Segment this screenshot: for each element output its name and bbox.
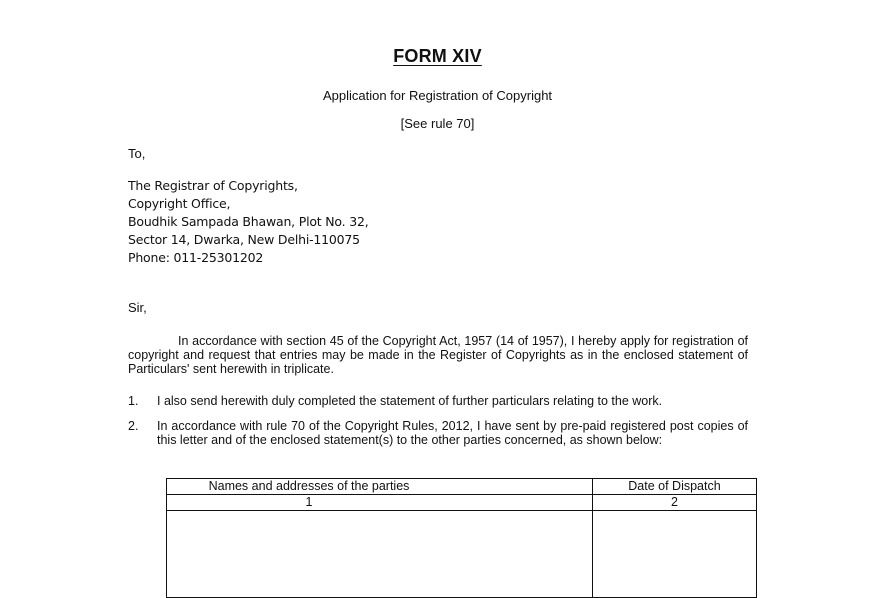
table-row-divider: [167, 510, 756, 511]
address-line: The Registrar of Copyrights,: [128, 178, 298, 193]
form-subtitle: Application for Registration of Copyright: [322, 88, 553, 103]
address-line: Phone: 011-25301202: [128, 250, 264, 265]
table-column-number: 2: [671, 495, 678, 509]
table-header-parties: Names and addresses of the parties: [208, 479, 410, 493]
application-paragraph: In accordance with section 45 of the Copyright Act, 1957 (14 of 1957), I hereby apply for registration of copyright and request that entries may be made in the Register of Copyrights as in the enclosed statement of Particulars' sent herewith in triplicate.: [128, 334, 748, 376]
table-column-number: 1: [305, 495, 313, 509]
list-item-number: 1.: [128, 394, 139, 408]
address-line: Boudhik Sampada Bhawan, Plot No. 32,: [128, 214, 369, 229]
rule-reference: [See rule 70]: [400, 116, 475, 131]
list-item-text: I also send herewith duly completed the statement of further particulars relating to the work.: [157, 394, 663, 408]
table-header-dispatch-date: Date of Dispatch: [628, 479, 721, 493]
address-line: Copyright Office,: [128, 196, 231, 211]
list-item-number: 2.: [128, 419, 139, 433]
salutation-sir: Sir,: [128, 300, 147, 315]
list-item-text: In accordance with rule 70 of the Copyright Rules, 2012, I have sent by pre-paid registered post copies of this letter and of the enclosed statement(s) to the other parties concerned, as shown below:: [157, 419, 748, 447]
registrar-address: [128, 177, 368, 267]
salutation-to: To,: [128, 146, 146, 161]
address-line: Sector 14, Dwarka, New Delhi-110075: [128, 232, 360, 247]
parties-table: [166, 478, 757, 598]
form-title: FORM XIV: [393, 46, 482, 66]
